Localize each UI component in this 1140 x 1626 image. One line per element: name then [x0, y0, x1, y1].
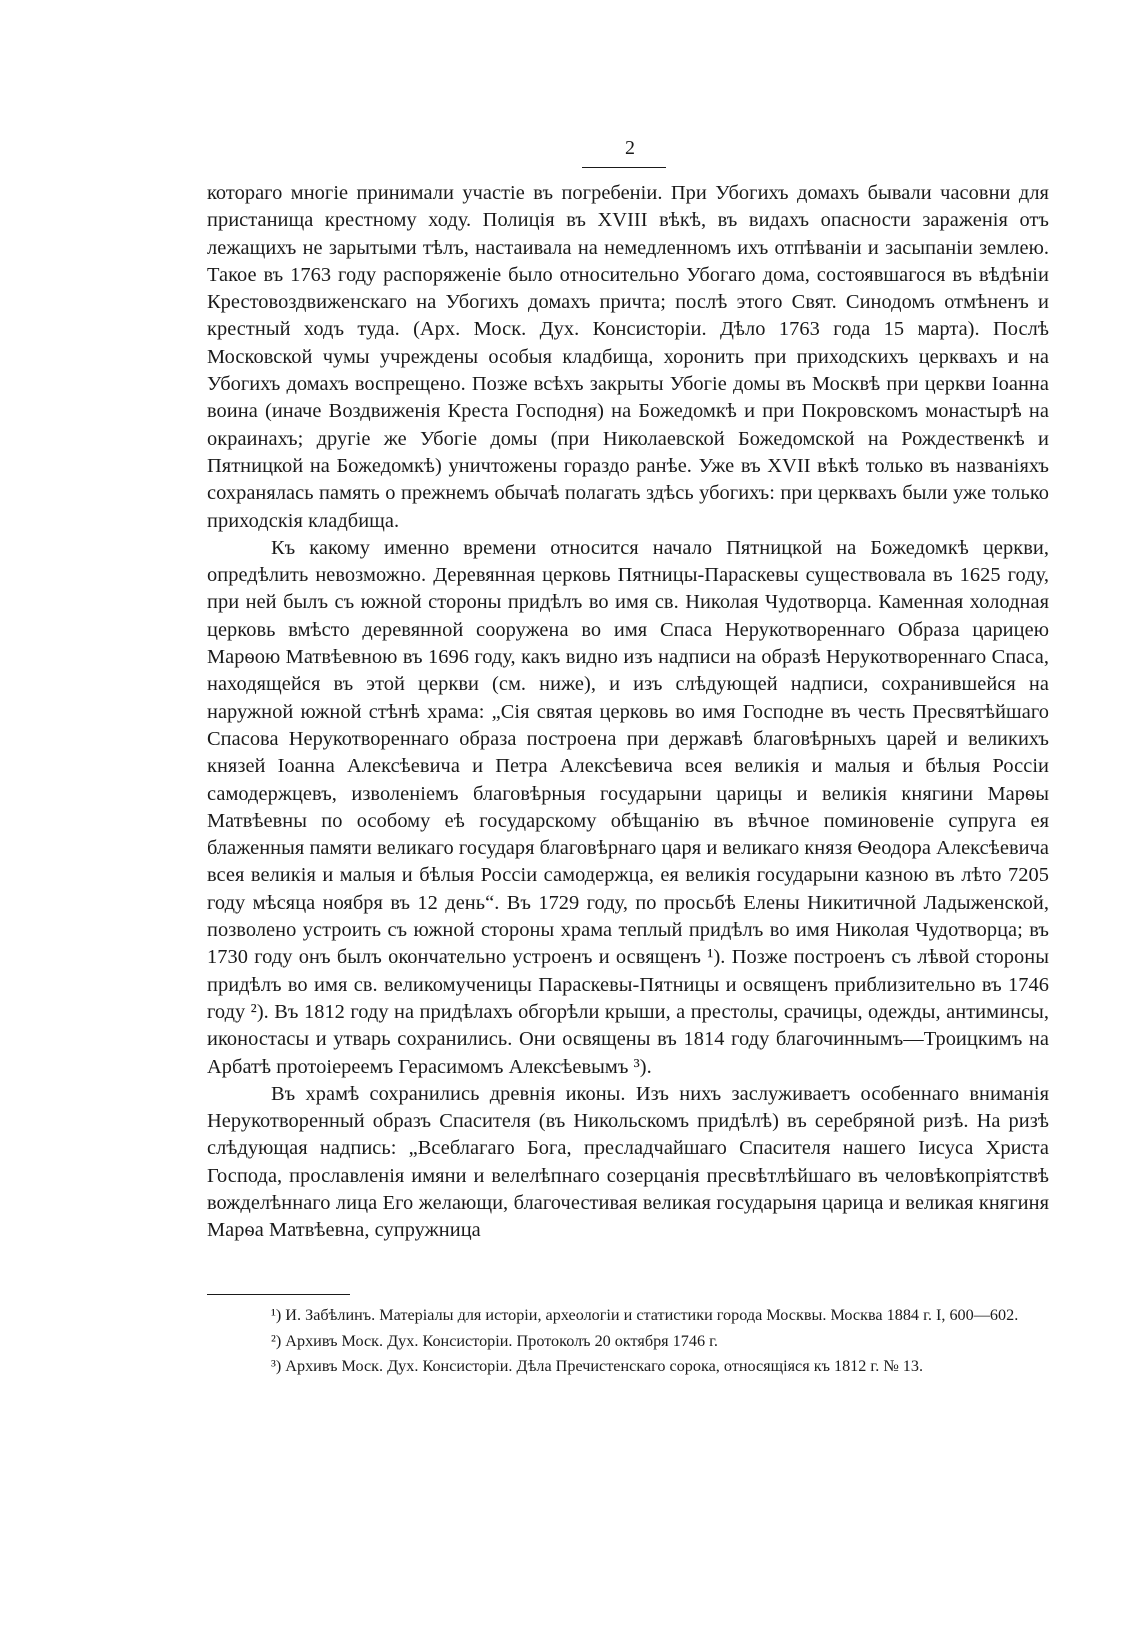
- footnote-mark: ³): [271, 1357, 282, 1375]
- footnote-1: [207, 1304, 1049, 1327]
- footnote-text: И. Забѣлинъ. Матеріалы для исторіи, археологіи и статистики города Москвы. Москва 1884 г. I, 600—602.: [285, 1306, 1019, 1324]
- footnote-text: Архивъ Моск. Дух. Консисторіи. Дѣла Пречистенскаго сорока, относящіяся къ 1812 г. № 13.: [285, 1357, 924, 1375]
- footnote-text: Архивъ Моск. Дух. Консисторіи. Протоколъ 20 октября 1746 г.: [285, 1331, 718, 1350]
- footnote-2: [207, 1330, 1049, 1353]
- footnotes: [207, 1304, 1049, 1381]
- body-paragraph: котораго многіе принимали участіе въ погребеніи. При Убогихъ домахъ бывали часовни для пристанища крестному ходу. Полиція въ XVIII вѣкѣ, въ видахъ опасности зараженія отъ лежащихъ не зарытыми тѣлъ, настаивала на немедленномъ ихъ отпѣваніи и засыпаніи землею. Такое въ 1763 году распоряженіе было относительно Убогаго дома, состоявшагося въ вѣдѣніи Крестовоздвиженскаго на Убогихъ домахъ причта; послѣ этого Свят. Синодомъ отмѣненъ и крестный ходъ туда. (Арх. Моск. Дух. Консисторіи. Дѣло 1763 года 15 марта). Послѣ Московской чумы учреждены особыя кладбища, хоронить при приходскихъ церквахъ и на Убогихъ домахъ воспрещено. Позже всѣхъ закрыты Убогіе домы въ Москвѣ при церкви Іоанна воина (иначе Воздвиженія Креста Господня) на Божедомкѣ и при Покровскомъ монастырѣ на окраинахъ; другіе же Убогіе домы (при Николаевской Божедомской на Рождественкѣ и Пятницкой на Божедомкѣ) уничтожены гораздо ранѣе. Уже въ XVII вѣкѣ только въ названіяхъ сохранялась память о прежнемъ обычаѣ полагать здѣсь убогихъ: при церквахъ были уже только приходскія кладбища.: [207, 182, 1049, 532]
- page-number-rule: [582, 167, 666, 168]
- body-paragraph: Въ храмѣ сохранились древнія иконы. Изъ нихъ заслуживаетъ особеннаго вниманія Нерукотворенный образъ Спасителя (въ Никольскомъ придѣлѣ) въ серебряной ризѣ. На ризѣ слѣдующая надпись: „Всеблагаго Бога, пресладчайшаго Спасителя нашего Іисуса Христа Господа, прославленія имяни и велелѣпнаго созерцанія пресвѣтлѣйшаго въ человѣкопріятствѣ вожделѣннаго лица Его желающи, благочестивая великая государыня царица и великая княгиня Марѳа Матвѣевна, супружница: [207, 1082, 1049, 1242]
- footnote-rule: [207, 1294, 350, 1295]
- footnote-3: [207, 1355, 1049, 1378]
- body-text: [207, 180, 1049, 1245]
- footnote-mark: ¹): [271, 1306, 282, 1324]
- footnote-mark: ²): [271, 1331, 282, 1350]
- page-number: 2: [625, 137, 635, 159]
- body-paragraph: Къ какому именно времени относится начало Пятницкой на Божедомкѣ церкви, опредѣлить невозможно. Деревянная церковь Пятницы-Параскевы существовала въ 1625 году, при ней былъ съ южной стороны придѣлъ во имя св. Николая Чудотворца. Каменная холодная церковь вмѣсто деревянной сооружена во имя Спаса Нерукотвореннаго Образа царицею Марѳою Матвѣевною въ 1696 году, какъ видно изъ надписи на образѣ Нерукотвореннаго Спаса, находящейся въ этой церкви (см. ниже), и изъ слѣдующей надписи, сохранившейся на наружной южной стѣнѣ храма: „Сія святая церковь во имя Господне въ честь Пресвятѣйшаго Спасова Нерукотвореннаго образа построена при державѣ благовѣрныхъ царей и великихъ князей Іоанна Алексѣевича и Петра Алексѣевича всея великія и малыя и бѣлыя Россіи самодержцевъ, изволеніемъ благовѣрныя государыни царицы и великія княгини Марѳы Матвѣевны по особому еѣ государскому обѣщанію въ вѣчное поминовеніе супруга ея блаженныя памяти великаго государя благовѣрнаго царя и великаго князя Ѳеодора Алексѣевича всея великія и малыя и бѣлыя Россіи самодержца, ея великія государыни казною въ лѣто 7205 году мѣсяца ноября въ 12 день“. Въ 1729 году, по просьбѣ Елены Никитичной Ладыженской, позволено устроить съ южной стороны храма теплый придѣлъ во имя Николая Чудотворца; въ 1730 году онъ былъ окончательно устроенъ и освященъ ¹). Позже построенъ съ лѣвой стороны придѣлъ во имя св. великомученицы Параскевы-Пятницы и освященъ приблизительно въ 1746 году ²). Въ 1812 году на придѣлахъ обгорѣли крыши, а престолы, срачицы, одежды, антиминсы, иконостасы и утварь сохранились. Они освящены въ 1814 году благочиннымъ—Троицкимъ на Арбатѣ протоіереемъ Герасимомъ Алексѣевымъ ³).: [207, 536, 1049, 1078]
